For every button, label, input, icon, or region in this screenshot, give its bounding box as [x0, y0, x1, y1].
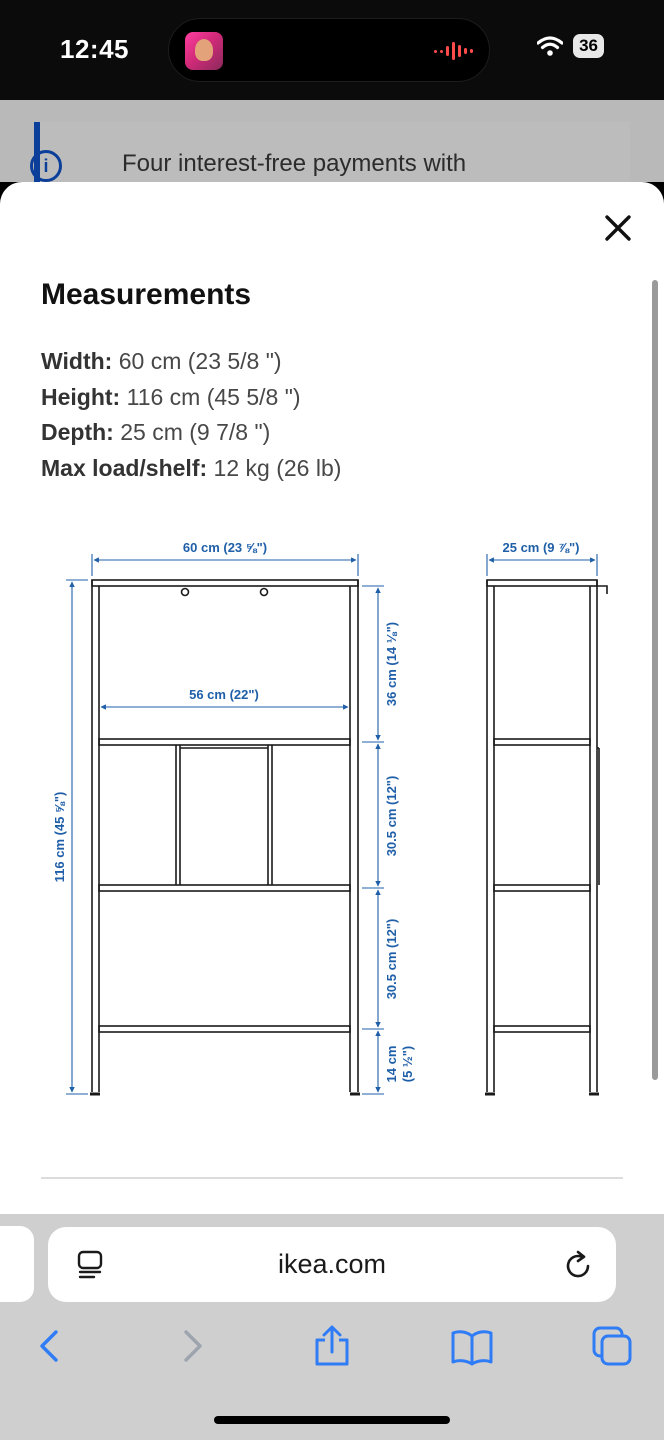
inner-width-dimension-label: 56 cm (22"): [189, 687, 259, 702]
spec-label: Height:: [41, 383, 121, 410]
status-indicators: [537, 34, 604, 58]
spec-width: [41, 344, 341, 380]
front-view: [90, 580, 360, 1094]
dynamic-island[interactable]: [168, 18, 490, 82]
info-icon: i: [30, 150, 62, 182]
height-dimension-label: 116 cm (45 ⅝"): [52, 791, 67, 883]
previous-tab-peek[interactable]: [0, 1226, 34, 1302]
browser-toolbar: [0, 1214, 664, 1440]
dimension-lines: [66, 554, 597, 1094]
spec-depth: [41, 415, 341, 451]
close-icon[interactable]: [602, 212, 634, 244]
section-4-label-line1: 14 cm: [384, 1045, 399, 1083]
back-icon[interactable]: [28, 1324, 72, 1368]
url-text[interactable]: ikea.com: [277, 1249, 387, 1279]
now-playing-artwork: [185, 32, 223, 70]
battery-indicator: 36: [573, 34, 604, 58]
depth-dimension-label: 25 cm (9 ⅞"): [502, 540, 580, 555]
share-icon[interactable]: [310, 1324, 354, 1368]
section-4-label-line2: (5 ½"): [400, 1045, 415, 1083]
measurements-sheet: [0, 182, 664, 1214]
spec-value: 60 cm (23 5/8 "): [112, 348, 282, 374]
spec-height: [41, 380, 341, 416]
width-dimension-label: 60 cm (23 ⅝"): [182, 540, 268, 555]
page-title: Measurements: [41, 278, 252, 311]
address-bar[interactable]: [48, 1227, 616, 1302]
home-indicator[interactable]: [214, 1416, 450, 1424]
spec-label: Width:: [41, 348, 113, 374]
banner-text: Four interest-free payments with: [122, 150, 467, 177]
tabs-icon[interactable]: [590, 1324, 634, 1368]
spec-max-load: [41, 451, 341, 487]
status-time: 12:45: [60, 34, 129, 64]
forward-icon[interactable]: [170, 1324, 214, 1368]
wifi-icon: [537, 36, 563, 56]
spec-value: 116 cm (45 5/8 "): [120, 383, 301, 410]
section-3-label: 30.5 cm (12"): [384, 918, 399, 1000]
status-bar: [0, 0, 664, 100]
spec-label: Depth:: [41, 419, 114, 445]
spec-list: [41, 344, 341, 486]
background-page: [0, 100, 664, 182]
section-2-label: 30.5 cm (12"): [384, 775, 399, 857]
reload-icon[interactable]: [564, 1249, 594, 1281]
dimension-labels: [52, 540, 579, 1082]
spec-value: 12 kg (26 lb): [207, 454, 342, 481]
audio-waveform-icon: [434, 41, 473, 61]
spec-value: 25 cm (9 7/8 "): [113, 419, 271, 445]
section-1-label: 36 cm (14 ⅛"): [384, 621, 399, 707]
side-view: [485, 580, 607, 1094]
divider: [41, 1177, 623, 1179]
dimension-drawing: [0, 527, 664, 1117]
bookmarks-icon[interactable]: [450, 1324, 494, 1368]
spec-label: Max load/shelf:: [41, 454, 208, 481]
